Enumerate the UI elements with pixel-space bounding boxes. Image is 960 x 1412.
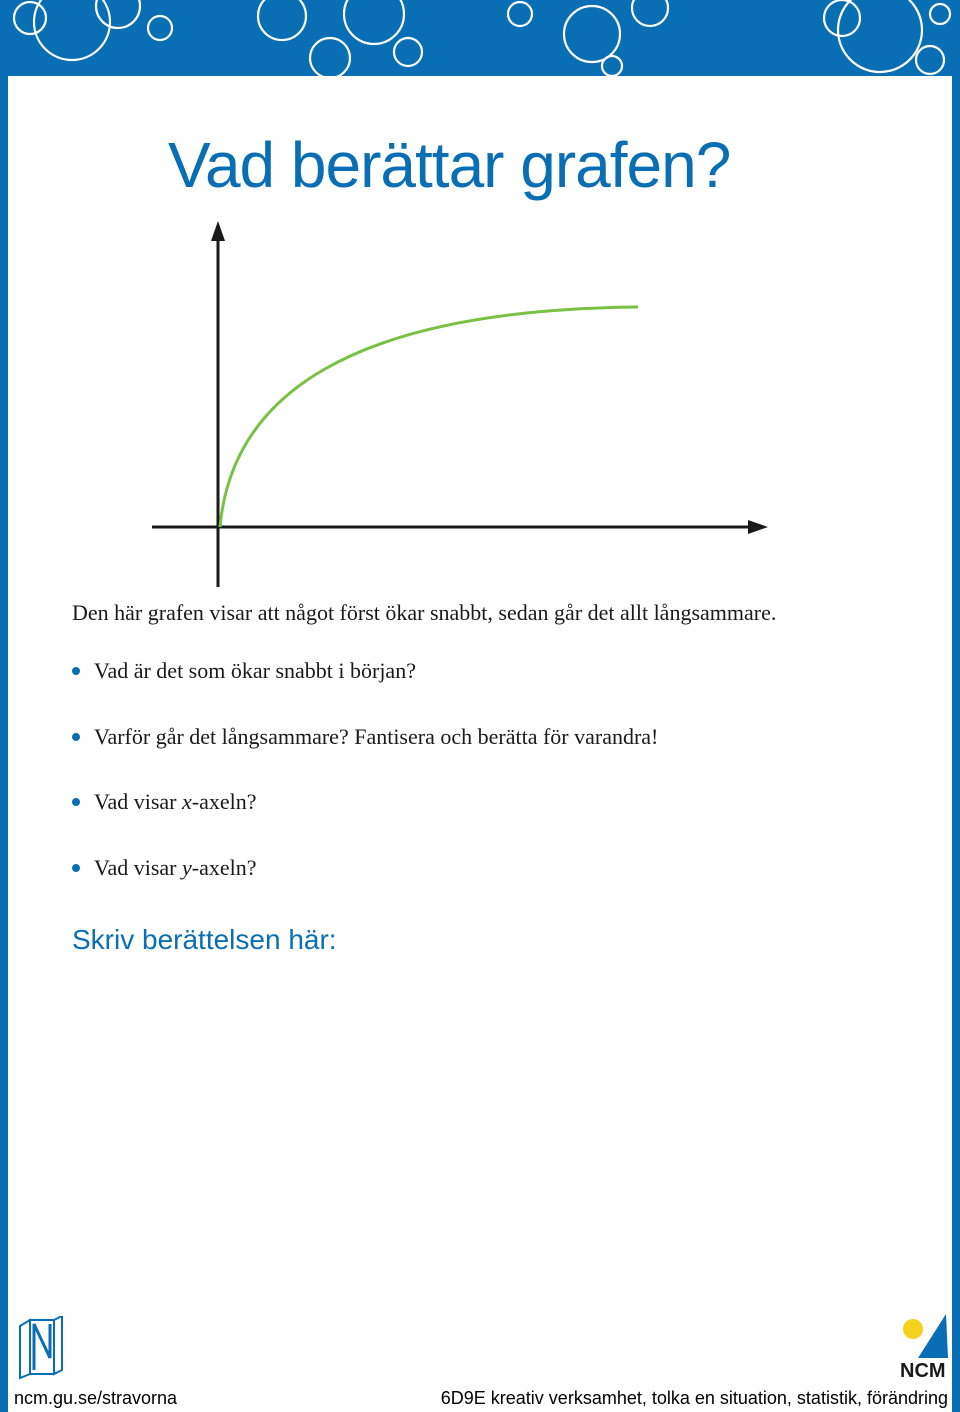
axis-variable: y (181, 855, 192, 880)
n-logo-icon (14, 1316, 68, 1380)
page-title: Vad berättar grafen? (168, 129, 731, 201)
bullet-icon (72, 798, 80, 806)
question-text: -axeln? (191, 789, 257, 814)
question-item (72, 855, 256, 881)
question-item (72, 724, 658, 750)
question-text: Vad visar (94, 789, 182, 814)
axis-variable: x (181, 789, 192, 814)
intro-text: Den här grafen visar att något först ökar snabbt, sedan går det allt långsammare. (72, 600, 777, 625)
ncm-logo-label: NCM (900, 1360, 946, 1382)
ncm-logo-icon (898, 1312, 950, 1362)
header-band (0, 0, 960, 76)
bullet-icon (72, 667, 80, 675)
question-text: Varför går det långsammare? Fantisera och berätta för varandra! (94, 724, 659, 749)
write-prompt: Skriv berättelsen här: (72, 924, 337, 955)
question-text: Vad är det som ökar snabbt i början? (94, 658, 416, 683)
footer-url: ncm.gu.se/stravorna (14, 1388, 178, 1408)
growth-graph (140, 215, 780, 595)
bubbles-decoration (0, 0, 960, 76)
x-axis-arrow (748, 520, 768, 534)
question-item (72, 789, 256, 815)
growth-curve (220, 307, 638, 527)
question-text: -axeln? (191, 855, 257, 880)
question-item (72, 658, 416, 684)
y-axis-arrow (211, 221, 225, 241)
footer-tags: 6D9E kreativ verksamhet, tolka en situation, statistik, förändring (440, 1388, 948, 1408)
question-text: Vad visar (94, 855, 182, 880)
bullet-icon (72, 733, 80, 741)
bullet-icon (72, 864, 80, 872)
